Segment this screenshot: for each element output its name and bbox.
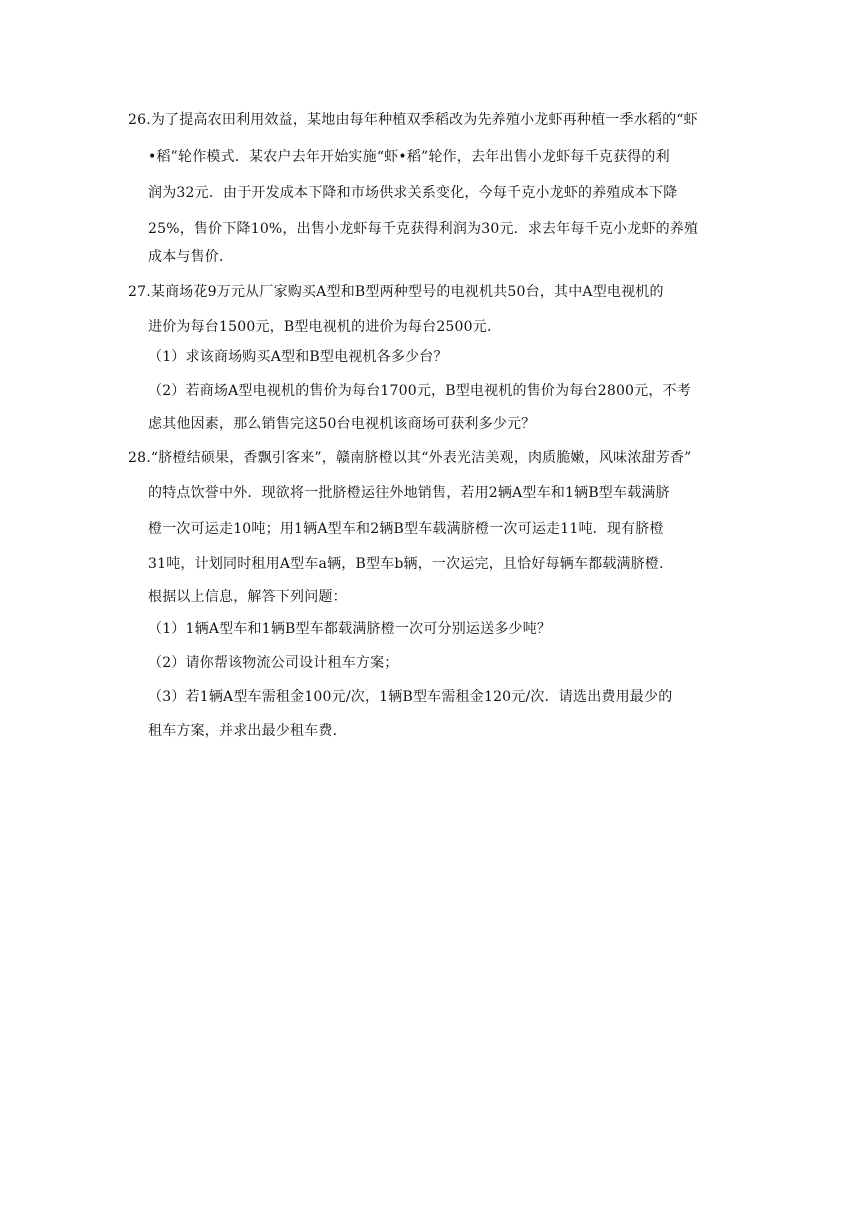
problem-number [128,449,692,467]
problem-27-line-5: 虑其他因素，那么销售完这50台电视机该商场可获利多少元？ [148,416,536,432]
problem-28-line-5: 根据以上信息，解答下列问题： [148,589,347,605]
problem-27-line-1: 某商场花9万元从厂家购买A型和B型两种型号的电视机共50台，其中A型电视机的 [150,284,664,300]
problem-28-subquestion-1: （1）1辆A型车和1辆B型车都载满脐橙一次可分别运送多少吨？ [148,621,552,637]
problem-27-line-2: 进价为每台1500元，B型电视机的进价为每台2500元． [148,319,502,335]
problem-27-subquestion-1: （1）求该商场购买A型和B型电视机各多少台？ [148,349,448,365]
problem-number [128,283,664,301]
problem-27-subquestion-2: （2）若商场A型电视机的售价为每台1700元，B型电视机的售价为每台2800元，不考 [148,383,691,399]
problem-28-line-4: 31吨，计划同时租用A型车a辆，B型车b辆，一次运完，且恰好每辆车都载满脐橙． [148,556,674,572]
problem-26-line-5: 成本与售价． [148,249,234,265]
problem-28-number: 28. [128,450,151,466]
problem-26-line-1: 为了提高农田利用效益，某地由每年种植双季稻改为先养殖小龙虾再种植一季水稻的“虾 [150,112,698,128]
problem-26-number: 26. [128,112,151,128]
problem-28-line-1: “脐橙结硕果，香飘引客来”，赣南脐橙以其“外表光洁美观，肉质脆嫩，风味浓甜芳香” [150,450,692,466]
problem-28-subquestion-3: （3）若1辆A型车需租金100元/次，1辆B型车需租金120元/次．请选出费用最少的 [148,689,673,705]
problem-28-subquestion-2: （2）请你帮该物流公司设计租车方案； [148,655,399,671]
problem-27-number: 27. [128,284,151,300]
problem-28-line-9: 租车方案，并求出最少租车费． [148,723,347,739]
problem-28-line-2: 的特点饮誉中外．现欲将一批脐橙运往外地销售，若用2辆A型车和1辆B型车载满脐 [148,485,670,501]
problem-26-line-2: •稻”轮作模式．某农户去年开始实施“虾•稻”轮作，去年出售小龙虾每千克获得的利 [148,149,670,165]
problem-26-line-3: 润为32元．由于开发成本下降和市场供求关系变化，今每千克小龙虾的养殖成本下降 [148,185,678,201]
problem-26-line-4: 25%，售价下降10%，出售小龙虾每千克获得利润为30元．求去年每千克小龙虾的养殖 [148,221,699,237]
problem-28-line-3: 橙一次可运走10吨；用1辆A型车和2辆B型车载满脐橙一次可运走11吨．现有脐橙 [148,521,664,537]
problem-number [128,111,698,129]
